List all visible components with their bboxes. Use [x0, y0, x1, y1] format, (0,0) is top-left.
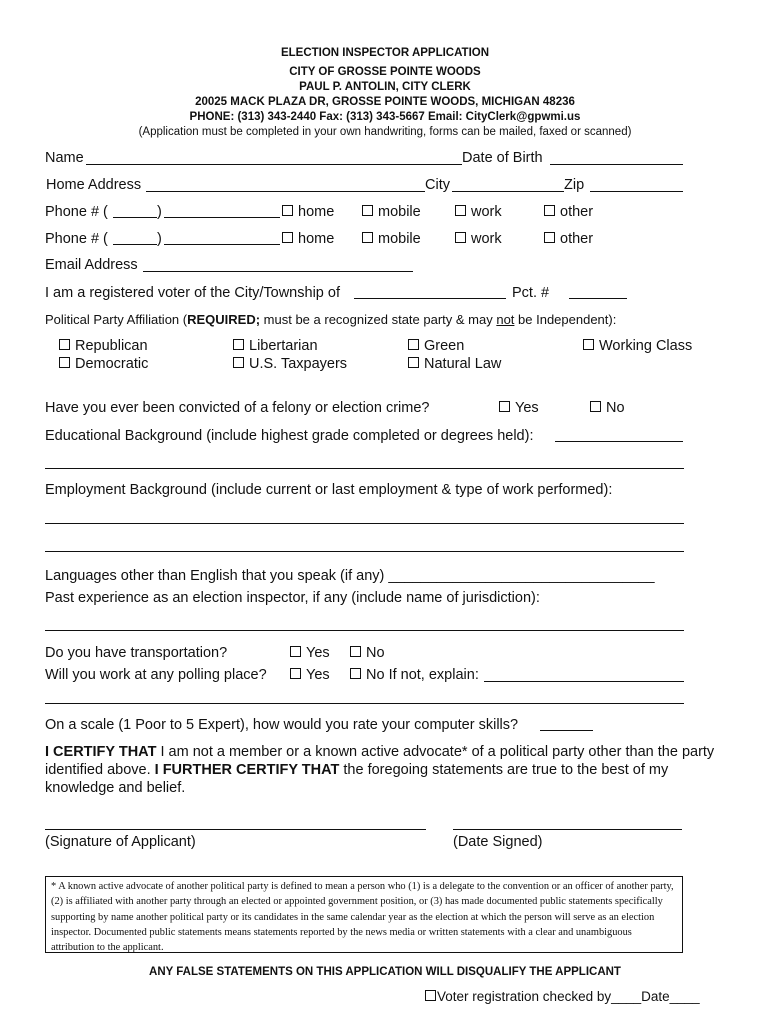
phone2-other-option[interactable]: other	[544, 230, 593, 248]
phone1-label: Phone # (	[45, 204, 108, 220]
date-signed-field[interactable]	[453, 829, 682, 830]
us-taxpayers-checkbox[interactable]	[233, 357, 244, 368]
signature-field[interactable]	[45, 829, 426, 830]
transport-yes-checkbox[interactable]	[290, 646, 301, 657]
working-class-checkbox[interactable]	[583, 339, 594, 350]
employment-field-2[interactable]	[45, 551, 684, 552]
party-democratic[interactable]: Democratic	[59, 355, 148, 373]
phone1-area-field[interactable]	[113, 217, 157, 218]
employment-field-1[interactable]	[45, 523, 684, 524]
phone1-other-checkbox[interactable]	[544, 205, 555, 216]
education-field[interactable]	[555, 441, 683, 442]
pct-field[interactable]	[569, 298, 627, 299]
home-address-field[interactable]	[146, 191, 425, 192]
phone1-home-checkbox[interactable]	[282, 205, 293, 216]
transport-no-checkbox[interactable]	[350, 646, 361, 657]
phone1-work-checkbox[interactable]	[455, 205, 466, 216]
zip-label: Zip	[564, 177, 585, 193]
zip-field[interactable]	[590, 191, 683, 192]
header-note: (Application must be completed in your own handwriting, forms can be mailed, faxed or scanned)	[138, 126, 632, 138]
date-signed-label: (Date Signed)	[453, 834, 543, 850]
phone2-mobile-option[interactable]: mobile	[362, 230, 421, 248]
natural-law-checkbox[interactable]	[408, 357, 419, 368]
phone2-area-field[interactable]	[113, 244, 157, 245]
phone2-paren: )	[157, 231, 162, 247]
name-field[interactable]	[86, 164, 462, 165]
felony-yes-option[interactable]: Yes	[499, 399, 539, 417]
header-city: CITY OF GROSSE POINTE WOODS	[289, 66, 481, 78]
party-label: Political Party Affiliation (REQUIRED; must be a recognized state party & may not be Independent):	[45, 312, 617, 327]
education-label: Educational Background (include highest grade completed or degrees held):	[45, 428, 534, 444]
phone1-home-option[interactable]: home	[282, 203, 334, 221]
felony-no-option[interactable]: No	[590, 399, 625, 417]
dob-field[interactable]	[550, 164, 683, 165]
voter-registration-checkbox[interactable]	[425, 990, 436, 1001]
phone2-label: Phone # (	[45, 231, 108, 247]
party-natural-law[interactable]: Natural Law	[408, 355, 501, 373]
polling-explain-field-2[interactable]	[45, 703, 684, 704]
democratic-checkbox[interactable]	[59, 357, 70, 368]
phone2-work-checkbox[interactable]	[455, 232, 466, 243]
phone2-number-field[interactable]	[164, 244, 280, 245]
party-working-class[interactable]: Working Class	[583, 337, 692, 355]
transport-no-option[interactable]: No	[350, 644, 385, 662]
party-green[interactable]: Green	[408, 337, 464, 355]
computer-skill-field[interactable]	[540, 730, 593, 731]
header-contact: PHONE: (313) 343-2440 Fax: (313) 343-5667 Email: CityClerk@gpwmi.us	[189, 111, 581, 123]
employment-label: Employment Background (include current or last employment & type of work performed):	[45, 482, 613, 498]
email-label: Email Address	[45, 257, 138, 273]
signature-label: (Signature of Applicant)	[45, 834, 196, 850]
advocate-footnote: * A known active advocate of another political party is defined to mean a person who (1) is a delegate to the convention or an officer of another party, (2) is affiliated with another party through an elected or appointed government position, or (3) has made documented public statements specifically supporting by name another political party or its candidates in the same calendar year as the election at which the person will serve as an election inspector. Documented public statements means statements reported by the news media or written statements with a clear and unambiguous attribution to the applicant.	[45, 876, 683, 953]
phone1-mobile-checkbox[interactable]	[362, 205, 373, 216]
false-statement-warning: ANY FALSE STATEMENTS ON THIS APPLICATION WILL DISQUALIFY THE APPLICANT	[149, 966, 621, 978]
experience-field[interactable]	[45, 630, 684, 631]
pct-label: Pct. #	[512, 285, 550, 301]
green-checkbox[interactable]	[408, 339, 419, 350]
republican-checkbox[interactable]	[59, 339, 70, 350]
phone1-paren: )	[157, 204, 162, 220]
party-republican[interactable]: Republican	[59, 337, 148, 355]
header-address: 20025 MACK PLAZA DR, GROSSE POINTE WOODS, MICHIGAN 48236	[195, 96, 575, 108]
languages-label[interactable]: Languages other than English that you speak (if any) _________________________________	[45, 568, 655, 584]
email-field[interactable]	[143, 271, 413, 272]
city-field[interactable]	[452, 191, 564, 192]
phone1-other-option[interactable]: other	[544, 203, 593, 221]
transport-question: Do you have transportation?	[45, 645, 228, 661]
polling-yes-checkbox[interactable]	[290, 668, 301, 679]
felony-question: Have you ever been convicted of a felony or election crime?	[45, 400, 430, 416]
felony-yes-checkbox[interactable]	[499, 401, 510, 412]
voter-city-field[interactable]	[354, 298, 506, 299]
phone1-work-option[interactable]: work	[455, 203, 502, 221]
party-libertarian[interactable]: Libertarian	[233, 337, 318, 355]
city-label: City	[425, 177, 450, 193]
experience-label: Past experience as an election inspector, if any (include name of jurisdiction):	[45, 590, 540, 606]
polling-explain-field[interactable]	[484, 681, 684, 682]
phone2-mobile-checkbox[interactable]	[362, 232, 373, 243]
felony-no-checkbox[interactable]	[590, 401, 601, 412]
transport-yes-option[interactable]: Yes	[290, 644, 330, 662]
phone2-home-option[interactable]: home	[282, 230, 334, 248]
phone1-number-field[interactable]	[164, 217, 280, 218]
header-clerk: PAUL P. ANTOLIN, CITY CLERK	[299, 81, 471, 93]
polling-question: Will you work at any polling place?	[45, 667, 267, 683]
home-address-label: Home Address	[46, 177, 142, 193]
party-us-taxpayers[interactable]: U.S. Taxpayers	[233, 355, 347, 373]
education-field-2[interactable]	[45, 468, 684, 469]
phone2-home-checkbox[interactable]	[282, 232, 293, 243]
polling-no-checkbox[interactable]	[350, 668, 361, 679]
phone1-mobile-option[interactable]: mobile	[362, 203, 421, 221]
computer-question: On a scale (1 Poor to 5 Expert), how would you rate your computer skills?	[45, 717, 519, 733]
voter-label: I am a registered voter of the City/Township of	[45, 285, 340, 301]
form-title: ELECTION INSPECTOR APPLICATION	[280, 47, 490, 59]
polling-no-option[interactable]: No If not, explain:	[350, 666, 479, 684]
name-label: Name	[45, 150, 84, 166]
certify-statement: I CERTIFY THAT I am not a member or a known active advocate* of a political party other than the party identified above. I FURTHER CERTIFY THAT the foregoing statements are true to the best of my knowledge and belief.	[45, 744, 715, 796]
phone2-other-checkbox[interactable]	[544, 232, 555, 243]
phone2-work-option[interactable]: work	[455, 230, 502, 248]
libertarian-checkbox[interactable]	[233, 339, 244, 350]
voter-registration-check[interactable]: Voter registration checked by____Date____	[425, 988, 700, 1006]
dob-label: Date of Birth	[462, 150, 543, 166]
polling-yes-option[interactable]: Yes	[290, 666, 330, 684]
